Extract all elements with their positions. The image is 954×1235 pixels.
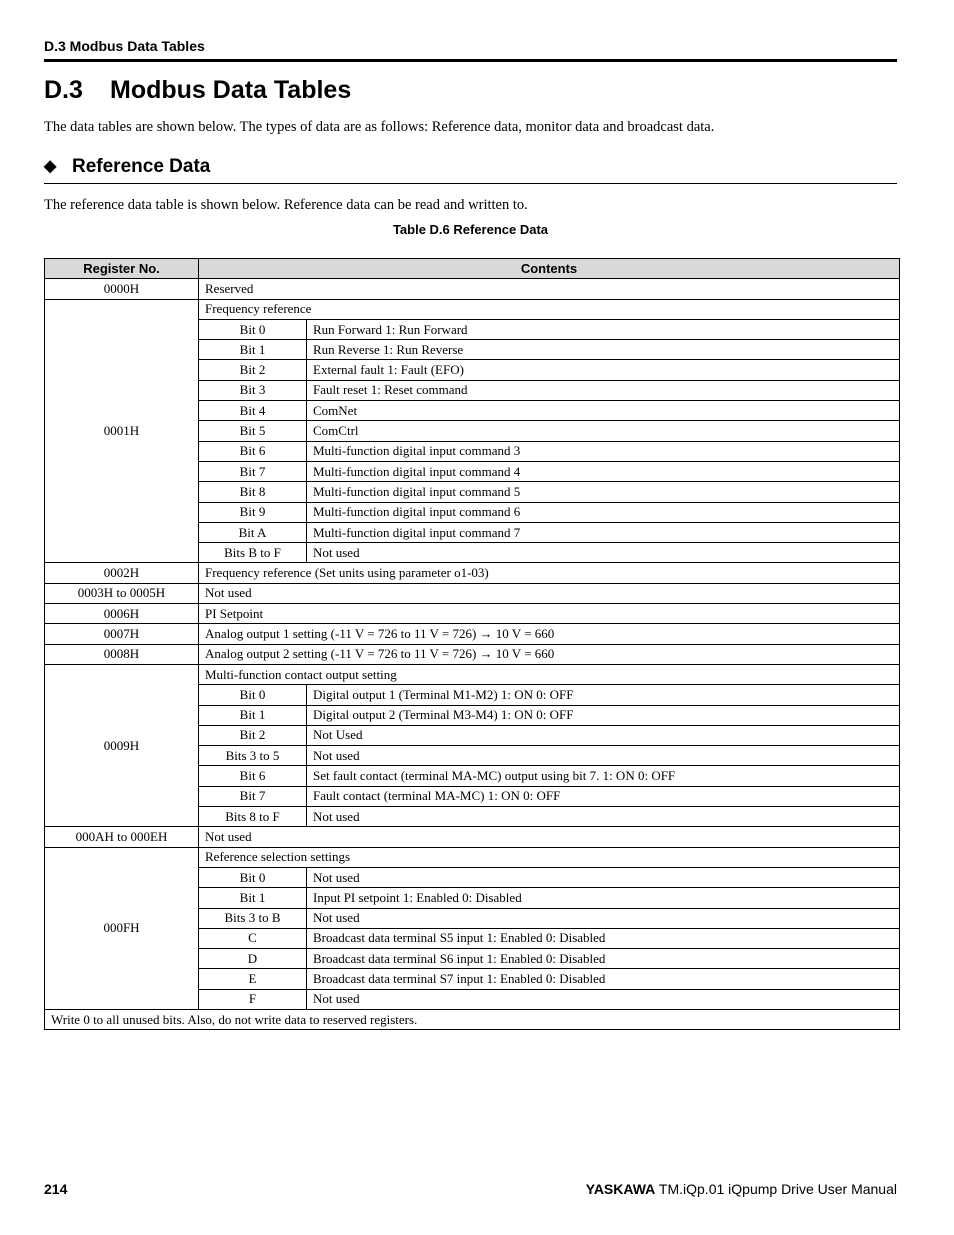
bit-label-cell: Bit 9 [199,502,307,522]
bit-description-cell: External fault 1: Fault (EFO) [307,360,900,380]
header-register-no: Register No. [45,259,199,279]
register-cell: 000AH to 000EH [45,827,199,847]
table-row [45,644,900,664]
register-cell: 0009H [45,664,199,826]
header-contents: Contents [199,259,900,279]
header-rule [44,59,897,62]
table-note: Write 0 to all unused bits. Also, do not write data to reserved registers. [45,1009,900,1029]
contents-cell: Reference selection settings [199,847,900,867]
bit-description-cell: Not used [307,908,900,928]
bit-label-cell: Bits 3 to B [199,908,307,928]
bit-description-cell: Run Forward 1: Run Forward [307,319,900,339]
bit-label-cell: Bit 3 [199,380,307,400]
page-number: 214 [44,1181,68,1197]
bit-label-cell: Bit 4 [199,401,307,421]
table-row [45,604,900,624]
register-cell: 0008H [45,644,199,664]
bit-description-cell: Broadcast data terminal S5 input 1: Enabled 0: Disabled [307,928,900,948]
reference-intro-paragraph: The reference data table is shown below. Reference data can be read and written to. [44,197,528,213]
bit-label-cell: Bit 6 [199,441,307,461]
contents-cell: PI Setpoint [199,604,900,624]
bit-description-cell: Digital output 2 (Terminal M3-M4) 1: ON 0: OFF [307,705,900,725]
contents-cell: Frequency reference [199,299,900,319]
contents-cell: Not used [199,827,900,847]
bit-description-cell: Run Reverse 1: Run Reverse [307,340,900,360]
bit-description-cell: Not used [307,746,900,766]
contents-cell: Analog output 2 setting (-11 V = 726 to 11 V = 726) → 10 V = 660 [199,644,900,664]
bit-label-cell: Bit 1 [199,340,307,360]
bit-label-cell: Bit 2 [199,360,307,380]
bit-description-cell: Not used [307,543,900,563]
register-cell: 0003H to 0005H [45,583,199,603]
table-caption: Table D.6 Reference Data [392,222,549,237]
subsection-heading [44,156,210,178]
bit-label-cell: F [199,989,307,1009]
bit-description-cell: Broadcast data terminal S6 input 1: Enabled 0: Disabled [307,949,900,969]
bit-label-cell: Bit 0 [199,319,307,339]
table-row [45,664,900,684]
bit-description-cell: Multi-function digital input command 5 [307,482,900,502]
subsection-title: Reference Data [72,156,211,177]
table-row [45,563,900,583]
register-cell: 0001H [45,299,199,563]
bit-label-cell: Bits B to F [199,543,307,563]
section-number: D.3 [44,76,83,104]
bit-label-cell: Bit 0 [199,685,307,705]
bit-description-cell: Multi-function digital input command 3 [307,441,900,461]
bit-description-cell: Fault reset 1: Reset command [307,380,900,400]
table-row [45,583,900,603]
bit-description-cell: Not used [307,807,900,827]
section-title [44,76,351,105]
bit-description-cell: ComCtrl [307,421,900,441]
register-cell: 0007H [45,624,199,644]
bit-description-cell: Multi-function digital input command 7 [307,522,900,542]
bit-description-cell: ComNet [307,401,900,421]
register-cell: 0000H [45,279,199,299]
bit-label-cell: Bit 7 [199,786,307,806]
register-cell: 000FH [45,847,199,1009]
bit-label-cell: Bit 6 [199,766,307,786]
bit-label-cell: D [199,949,307,969]
diamond-bullet-icon: ◆ [44,158,57,175]
bit-description-cell: Not Used [307,725,900,745]
bit-label-cell: C [199,928,307,948]
contents-cell: Multi-function contact output setting [199,664,900,684]
table-row [45,299,900,319]
bit-description-cell: Multi-function digital input command 6 [307,502,900,522]
bit-label-cell: Bit 1 [199,888,307,908]
table-body [45,279,900,1030]
table-row [45,279,900,299]
reference-data-table [44,258,900,1030]
contents-cell: Frequency reference (Set units using parameter o1-03) [199,563,900,583]
register-cell: 0006H [45,604,199,624]
contents-cell: Not used [199,583,900,603]
table-row [45,827,900,847]
bit-label-cell: Bit 8 [199,482,307,502]
bit-description-cell: Digital output 1 (Terminal M1-M2) 1: ON 0: OFF [307,685,900,705]
bit-label-cell: Bit 2 [199,725,307,745]
table-row [45,624,900,644]
bit-description-cell: Not used [307,867,900,887]
bit-description-cell: Multi-function digital input command 4 [307,461,900,481]
bit-label-cell: Bit A [199,522,307,542]
section-title-text: Modbus Data Tables [110,76,352,104]
footer-manual-title: TM.iQp.01 iQpump Drive User Manual [655,1181,897,1197]
bit-label-cell: Bit 5 [199,421,307,441]
subsection-rule [44,183,897,184]
table-header-row [45,259,900,279]
bit-description-cell: Set fault contact (terminal MA-MC) output using bit 7. 1: ON 0: OFF [307,766,900,786]
bit-label-cell: Bit 1 [199,705,307,725]
register-cell: 0002H [45,563,199,583]
bit-description-cell: Broadcast data terminal S7 input 1: Enabled 0: Disabled [307,969,900,989]
table-row [45,847,900,867]
contents-cell: Reserved [199,279,900,299]
bit-description-cell: Not used [307,989,900,1009]
bit-label-cell: Bits 8 to F [199,807,307,827]
bit-label-cell: Bit 0 [199,867,307,887]
footer-title [586,1181,897,1197]
bit-description-cell: Input PI setpoint 1: Enabled 0: Disabled [307,888,900,908]
bit-label-cell: Bit 7 [199,461,307,481]
bit-label-cell: Bits 3 to 5 [199,746,307,766]
running-header: D.3 Modbus Data Tables [44,38,205,54]
intro-paragraph: The data tables are shown below. The types of data are as follows: Reference data, monitor data and broadcast data. [44,119,715,135]
table-note-row [45,1009,900,1029]
bit-label-cell: E [199,969,307,989]
footer-brand: YASKAWA [585,1181,656,1197]
contents-cell: Analog output 1 setting (-11 V = 726 to 11 V = 726) → 10 V = 660 [199,624,900,644]
bit-description-cell: Fault contact (terminal MA-MC) 1: ON 0: OFF [307,786,900,806]
